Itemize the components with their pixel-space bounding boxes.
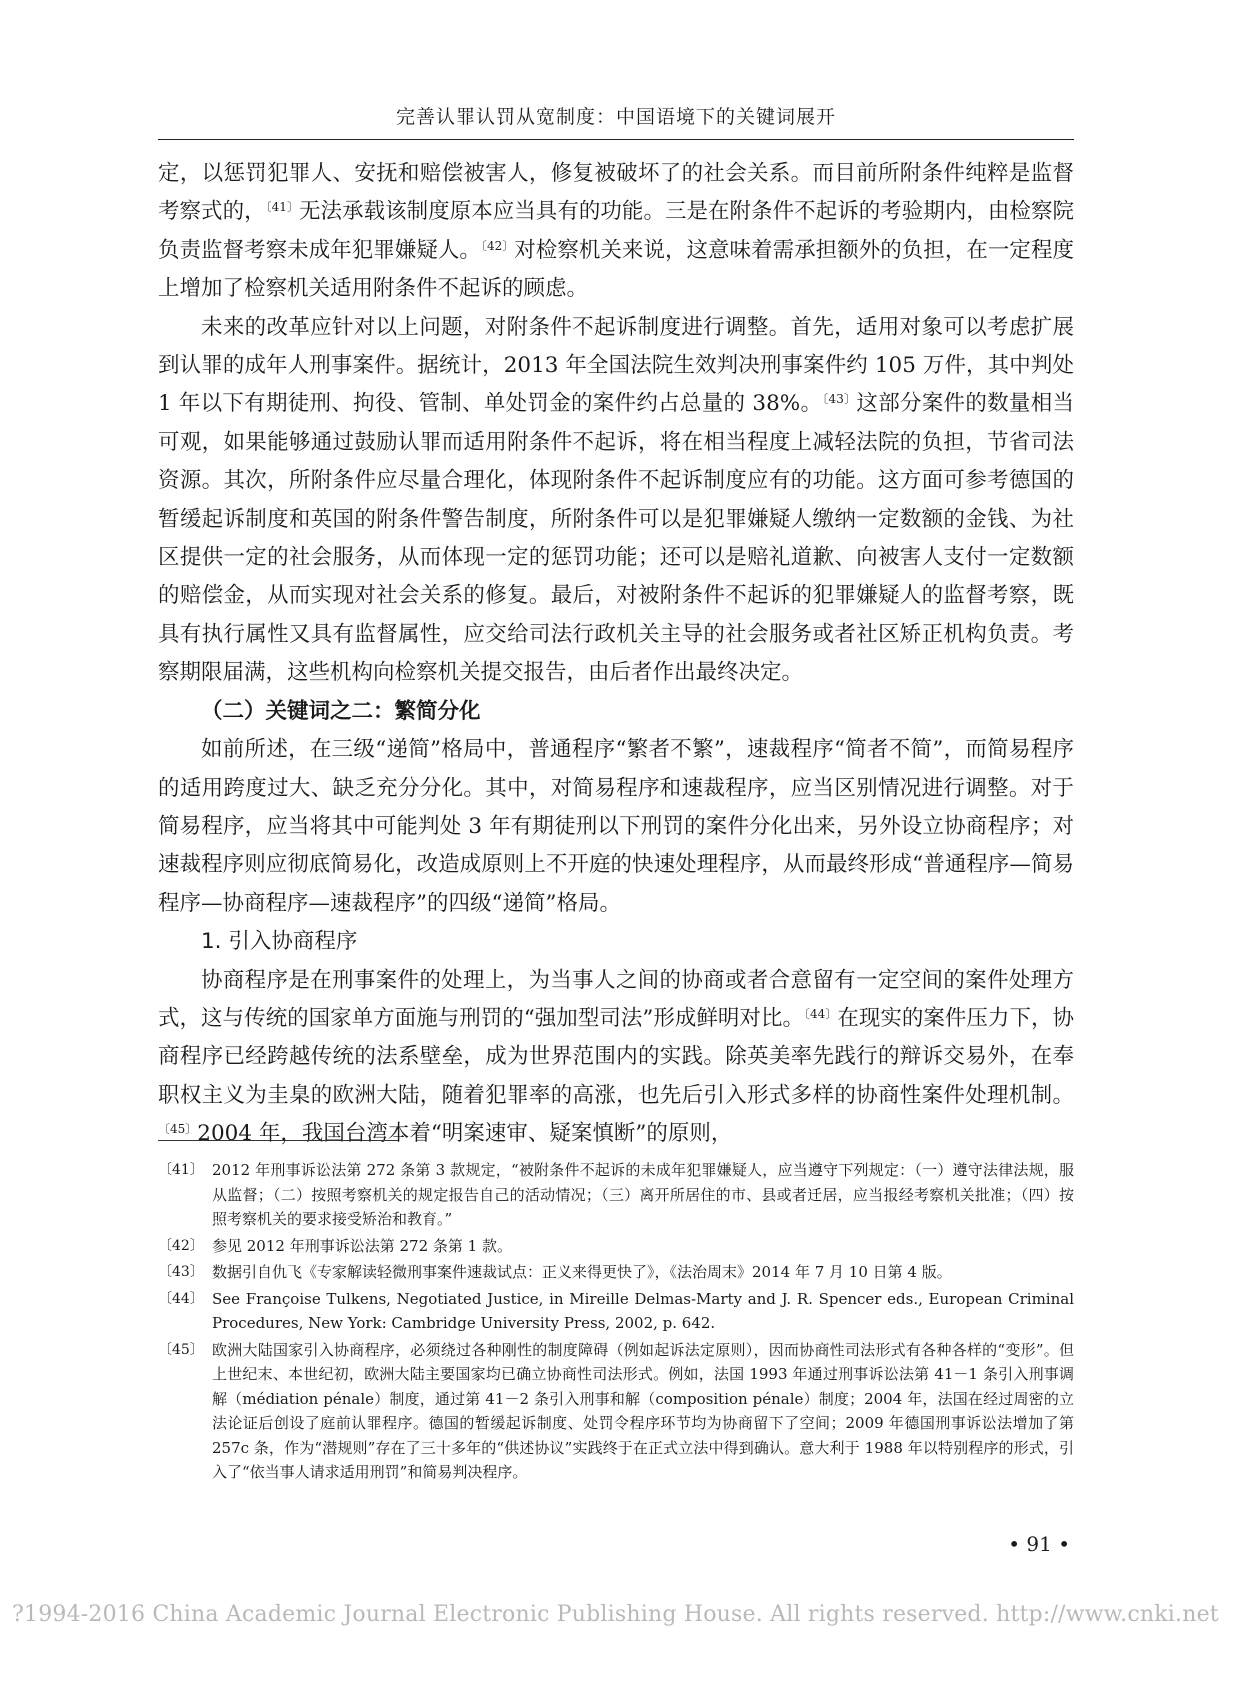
footnote-text: See Françoise Tulkens, Negotiated Justice, in Mireille Delmas-Marty and J. R. Spencer eds., European Criminal Procedures, New York: Cambridge University Press, 2002, p. 642. — [212, 1289, 1074, 1332]
text-run: 在现实的案件压力下，协商程序已经跨越传统的法系壁垒，成为世界范围内的实践。除英美率先践行的辩诉交易外，在奉职权主义为圭臬的欧洲大陆，随着犯罪率的高涨，也先后引入形式多样的协商性案件处理机制。 — [158, 1005, 1074, 1108]
footnote-text: 数据引自仇飞《专家解读轻微刑事案件速裁试点：正义来得更快了》，《法治周末》2014 年 7 月 10 日第 4 版。 — [212, 1263, 952, 1281]
text-run: 定，以惩罚犯罪人、安抚和赔偿被害人，修复被破坏了的社会关系。而目前所附条件纯粹是监督考察式的， — [158, 161, 1074, 225]
paragraph-3: 如前所述，在三级“递简”格局中，普通程序“繁者不繁”，速裁程序“简者不简”，而简易程序的适用跨度过大、缺乏充分分化。其中，对简易程序和速裁程序，应当区别情况进行调整。对于简易程序，应当将其中可能判处 3 年有期徒刑以下刑罚的案件分化出来，另外设立协商程序；对速裁程序则应彻底简易化，改造成原则上不开庭的快速处理程序，从而最终形成“普通程序—简易程序—协商程序—速裁程序”的四级“递简”格局。 — [158, 737, 1074, 916]
footnote-42 — [158, 1234, 1074, 1259]
footnote-ref-44[interactable]: 〔44〕 — [803, 1006, 838, 1021]
text-run: 2004 年，我国台湾本着“明案速审、疑案慎断”的原则， — [197, 1121, 733, 1147]
footnote-43 — [158, 1260, 1074, 1285]
footnotes — [158, 1158, 1074, 1487]
paragraph-1 — [158, 155, 1074, 309]
footnote-ref-42[interactable]: 〔42〕 — [480, 238, 515, 253]
footnote-number: 〔44〕 — [158, 1290, 204, 1307]
paragraph-4 — [158, 962, 1074, 1154]
footnote-number: 〔41〕 — [158, 1162, 204, 1178]
subsection-heading: 1. 引入协商程序 — [201, 929, 358, 955]
text-run: 对检察机关来说，这意味着需承担额外的负担，在一定程度上增加了检察机关适用附条件不起诉的顾虑。 — [158, 237, 1074, 302]
footnote-text: 欧洲大陆国家引入协商程序，必须绕过各种刚性的制度障碍（例如起诉法定原则），因而协商性司法形式有各种各样的“变形”。但上世纪末、本世纪初，欧洲大陆主要国家均已确立协商性司法形式。例如，法国 1993 年通过刑事诉讼法第 41－1 条引入刑事调解（médiation pénale）制度，通过第 41－2 条引入刑事和解（composition pénale）制度；2004 年，法国在经过周密的立法论证后创设了庭前认罪程序。德国的暂缓起诉制度、处罚令程序环节均为协商留下了空间；2009 年德国刑事诉讼法增加了第 257c 条，作为“潜规则”存在了三十多年的“供述协议”实践终于在正式立法中得到确认。意大利于 1988 年以特别程序的形式，引入了“依当事人请求适用刑罚”和简易判决程序。 — [212, 1340, 1074, 1481]
section-heading: （二）关键词之二：繁简分化 — [201, 698, 481, 724]
footnote-ref-41[interactable]: 〔41〕 — [265, 200, 299, 215]
footnote-ref-43[interactable]: 〔43〕 — [822, 392, 857, 407]
footnote-ref-45[interactable]: 〔45〕 — [158, 1122, 198, 1137]
footnote-rule — [158, 1140, 398, 1141]
text-run: 未来的改革应针对以上问题，对附条件不起诉制度进行调整。首先，适用对象可以考虑扩展到认罪的成年人刑事案件。据统计，2013 年全国法院生效判决刑事案件约 105 万件，其中判处 1 年以下有期徒刑、拘役、管制、单处罚金的案件约占总量的 38%。 — [158, 314, 1074, 417]
page-number: • 91 • — [1008, 1532, 1070, 1556]
footnote-number: 〔42〕 — [158, 1237, 204, 1254]
footnote-number: 〔43〕 — [158, 1264, 204, 1280]
text-run: 这部分案件的数量相当可观，如果能够通过鼓励认罪而适用附条件不起诉，将在相当程度上减轻法院的负担，节省司法资源。其次，所附条件应尽量合理化，体现附条件不起诉制度应有的功能。这方面可参考德国的暂缓起诉制度和英国的附条件警告制度，所附条件可以是犯罪嫌疑人缴纳一定数额的金钱、为社区提供一定的社会服务，从而体现一定的惩罚功能；还可以是赔礼道歉、向被害人支付一定数额的赔偿金，从而实现对社会关系的修复。最后，对被附条件不起诉的犯罪嫌疑人的监督考察，既具有执行属性又具有监督属性，应交给司法行政机关主导的社会服务或者社区矫正机构负责。考察期限届满，这些机构向检察机关提交报告，由后者作出最终决定。 — [158, 391, 1074, 686]
running-head: 完善认罪认罚从宽制度：中国语境下的关键词展开 — [395, 106, 836, 128]
footnote-41 — [158, 1158, 1074, 1232]
text-run: 无法承载该制度原本应当具有的功能。三是在附条件不起诉的考验期内，由检察院负责监督考察未成年犯罪嫌疑人。 — [158, 199, 1074, 263]
footnote-text: 参见 2012 年刑事诉讼法第 272 条第 1 款。 — [212, 1236, 512, 1255]
copyright-watermark: ?1994-2016 China Academic Journal Electronic Publishing House. All rights reserved. http://www.cnki.net — [12, 1602, 1219, 1627]
paragraph-2 — [158, 309, 1074, 693]
main-body — [158, 155, 1074, 1154]
footnote-44 — [158, 1287, 1074, 1336]
footnote-text: 2012 年刑事诉讼法第 272 条第 3 款规定，“被附条件不起诉的未成年犯罪嫌疑人，应当遵守下列规定：（一）遵守法律法规，服从监督；（二）按照考察机关的规定报告自己的活动情况；（三）离开所居住的市、县或者迁居，应当报经考察机关批准；（四）按照考察机关的要求接受矫治和教育。” — [212, 1161, 1074, 1228]
footnote-45 — [158, 1338, 1074, 1485]
footnote-number: 〔45〕 — [158, 1341, 204, 1358]
header-rule — [158, 139, 1074, 140]
text-run: 协商程序是在刑事案件的处理上，为当事人之间的协商或者合意留有一定空间的案件处理方式，这与传统的国家单方面施与刑罚的“强加型司法”形成鲜明对比。 — [158, 967, 1074, 1031]
